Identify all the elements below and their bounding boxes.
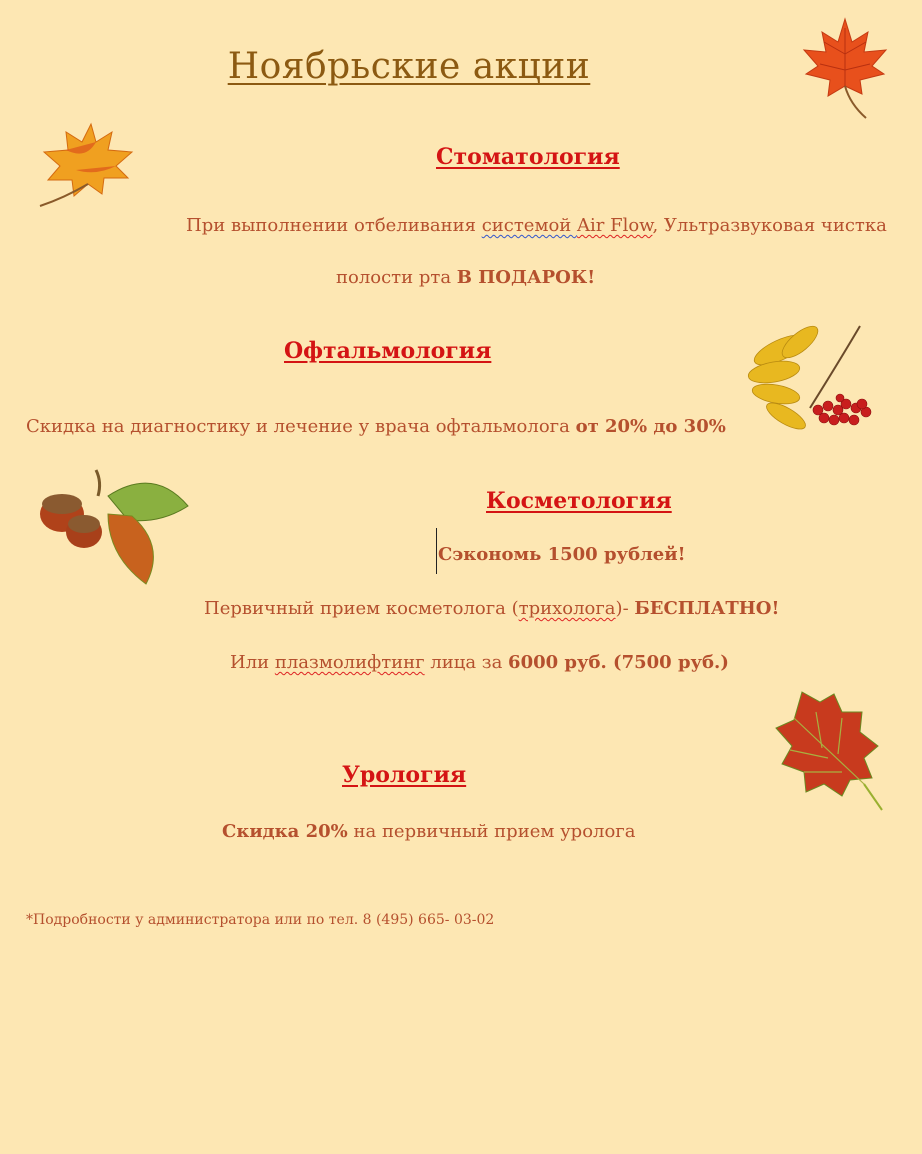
cosmetology-price: 6000 руб. (7500 руб.) bbox=[508, 652, 729, 673]
cosmetology-offer-line2 bbox=[230, 652, 729, 673]
dentistry-system: системой bbox=[481, 215, 578, 236]
section-heading-dentistry: Стоматология bbox=[436, 144, 620, 170]
ophthalmology-text: Скидка на диагностику и лечение у врача офтальмолога bbox=[26, 416, 576, 437]
dentistry-text: При выполнении отбеливания bbox=[186, 215, 482, 236]
cosmetology-save: Сэкономь 1500 рублей! bbox=[438, 544, 686, 565]
ophthalmology-offer bbox=[26, 416, 726, 437]
ophthalmology-discount: от 20% до 30% bbox=[575, 416, 726, 437]
dentistry-gift: В ПОДАРОК! bbox=[456, 267, 596, 288]
acorn-oak-leaf-icon bbox=[36, 466, 196, 588]
dentistry-text2: полости рта bbox=[336, 267, 457, 288]
urology-discount: Скидка 20% bbox=[222, 821, 348, 842]
urology-offer bbox=[222, 821, 635, 842]
dentistry-airflow: Air Flow bbox=[577, 215, 653, 236]
dentistry-text-suffix: , Ультразвуковая чистка bbox=[652, 215, 887, 236]
autumn-leaf-icon bbox=[36, 120, 136, 210]
cosmetology-offer-line1 bbox=[204, 598, 779, 619]
cosmetology-plasmolifting: плазмолифтинг bbox=[274, 652, 425, 673]
hawthorn-leaf-icon bbox=[772, 688, 887, 813]
maple-leaf-icon bbox=[800, 14, 890, 124]
rowan-branch-icon bbox=[750, 320, 880, 435]
dentistry-offer-line2 bbox=[336, 267, 595, 288]
cosmetology-trichologist: трихолога bbox=[518, 598, 616, 619]
cosmetology-free: БЕСПЛАТНО! bbox=[634, 598, 780, 619]
section-heading-ophthalmology: Офтальмология bbox=[284, 338, 492, 364]
cosmetology-text2: Или bbox=[230, 652, 275, 673]
cosmetology-text-suffix: )- bbox=[615, 598, 635, 619]
section-heading-urology: Урология bbox=[342, 762, 467, 788]
cosmetology-text2-mid: лица за bbox=[424, 652, 509, 673]
section-heading-cosmetology: Косметология bbox=[486, 488, 672, 514]
urology-text: на первичный прием уролога bbox=[347, 821, 636, 842]
cosmetology-text: Первичный прием косметолога ( bbox=[204, 598, 519, 619]
dentistry-offer-line1 bbox=[186, 215, 887, 236]
text-cursor bbox=[436, 528, 437, 574]
cosmetology-save-line bbox=[436, 532, 685, 578]
footnote: *Подробности у администратора или по тел. 8 (495) 665- 03-02 bbox=[26, 912, 495, 928]
page-title: Ноябрьские акции bbox=[227, 46, 591, 87]
